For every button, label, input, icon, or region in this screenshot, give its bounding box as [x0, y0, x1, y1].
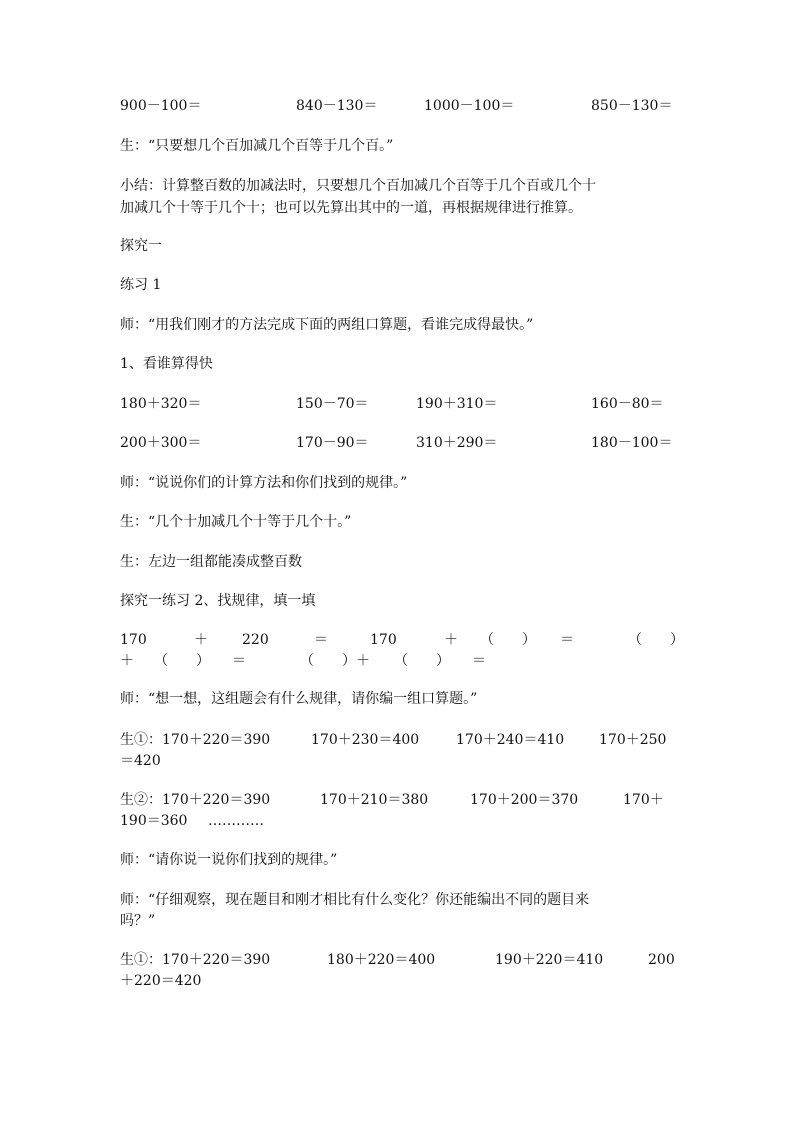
equation: 生①：170＋220＝390 — [120, 952, 271, 968]
equation: 170＋ — [623, 792, 664, 808]
equation: 190＋220＝410 — [495, 952, 604, 968]
equation: 190＋310＝ — [416, 396, 498, 412]
equation: 170＋200＝370 — [470, 792, 579, 808]
teacher-prompt: 师：“请你说一说你们找到的规律。” — [120, 852, 338, 868]
equation: 900－100＝ — [120, 98, 202, 114]
blank-box: （ ） — [480, 632, 536, 648]
student-answer: 生：“几个十加减几个十等于几个十。” — [120, 514, 352, 530]
pattern-operator: ＋ — [444, 632, 458, 648]
equation: 170＋250 — [599, 732, 667, 748]
teacher-prompt: 师：“想一想，这组题会有什么规律，请你编一组口算题。” — [120, 691, 478, 707]
blank-box: （ ） — [154, 653, 210, 669]
equation: 170＋210＝380 — [320, 792, 429, 808]
pattern-operator: ＝ — [560, 632, 574, 648]
equation: 1000－100＝ — [424, 98, 515, 114]
equation: 170－90＝ — [296, 435, 369, 451]
equation: 150－70＝ — [296, 396, 369, 412]
pattern-operator: ＝ — [472, 653, 486, 669]
teacher-prompt: 师：“仔细观察，现在题目和刚才相比有什么变化？你还能编出不同的题目来 — [120, 892, 590, 908]
equation: 170＋230＝400 — [311, 732, 420, 748]
equation: 170＋240＝410 — [456, 732, 565, 748]
pattern-operator: ＋ — [194, 632, 208, 648]
equation: 190＝360 — [120, 813, 188, 829]
teacher-prompt: 吗？” — [120, 913, 156, 929]
pattern-term: 170 — [120, 632, 147, 648]
equation: ＋220＝420 — [120, 973, 202, 989]
equation: 生②：170＋220＝390 — [120, 792, 271, 808]
blank-box: （ ）＋ — [300, 653, 370, 669]
pattern-term: 220 — [242, 632, 269, 648]
equation: 200 — [648, 952, 675, 968]
section-heading: 练习 1 — [120, 277, 162, 293]
question-title: 1、看谁算得快 — [120, 356, 213, 372]
blank-box: （ ） — [394, 653, 450, 669]
pattern-operator: ＋ — [120, 653, 134, 669]
equation: 160－80＝ — [591, 396, 664, 412]
equation: 生①：170＋220＝390 — [120, 732, 271, 748]
ellipsis: ………… — [208, 813, 264, 829]
summary-line: 小结：计算整百数的加减法时，只要想几个百加减几个百等于几个百或几个十 — [120, 178, 596, 194]
teacher-prompt: 师：“说说你们的计算方法和你们找到的规律。” — [120, 475, 408, 491]
section-heading: 探究一 — [120, 238, 162, 254]
teacher-prompt: 师：“用我们刚才的方法完成下面的两组口算题，看谁完成得最快。” — [120, 317, 534, 333]
equation: 840－130＝ — [296, 98, 378, 114]
equation: ＝420 — [120, 753, 161, 769]
equation: 180－100＝ — [591, 435, 673, 451]
blank-box: （ ） — [628, 632, 684, 648]
student-answer: 生：“只要想几个百加减几个百等于几个百。” — [120, 138, 394, 154]
section-heading: 探究一练习 2、找规律，填一填 — [120, 593, 316, 609]
equation: 310＋290＝ — [416, 435, 498, 451]
equation: 180＋320＝ — [120, 396, 202, 412]
equation: 180＋220＝400 — [327, 952, 436, 968]
equation: 850－130＝ — [591, 98, 673, 114]
equation: 200＋300＝ — [120, 435, 202, 451]
student-answer: 生：左边一组都能凑成整百数 — [120, 554, 302, 570]
pattern-operator: ＝ — [314, 632, 328, 648]
summary-line: 加减几个十等于几个十；也可以先算出其中的一道，再根据规律进行推算。 — [120, 200, 582, 216]
pattern-operator: ＝ — [232, 653, 246, 669]
pattern-term: 170 — [370, 632, 397, 648]
